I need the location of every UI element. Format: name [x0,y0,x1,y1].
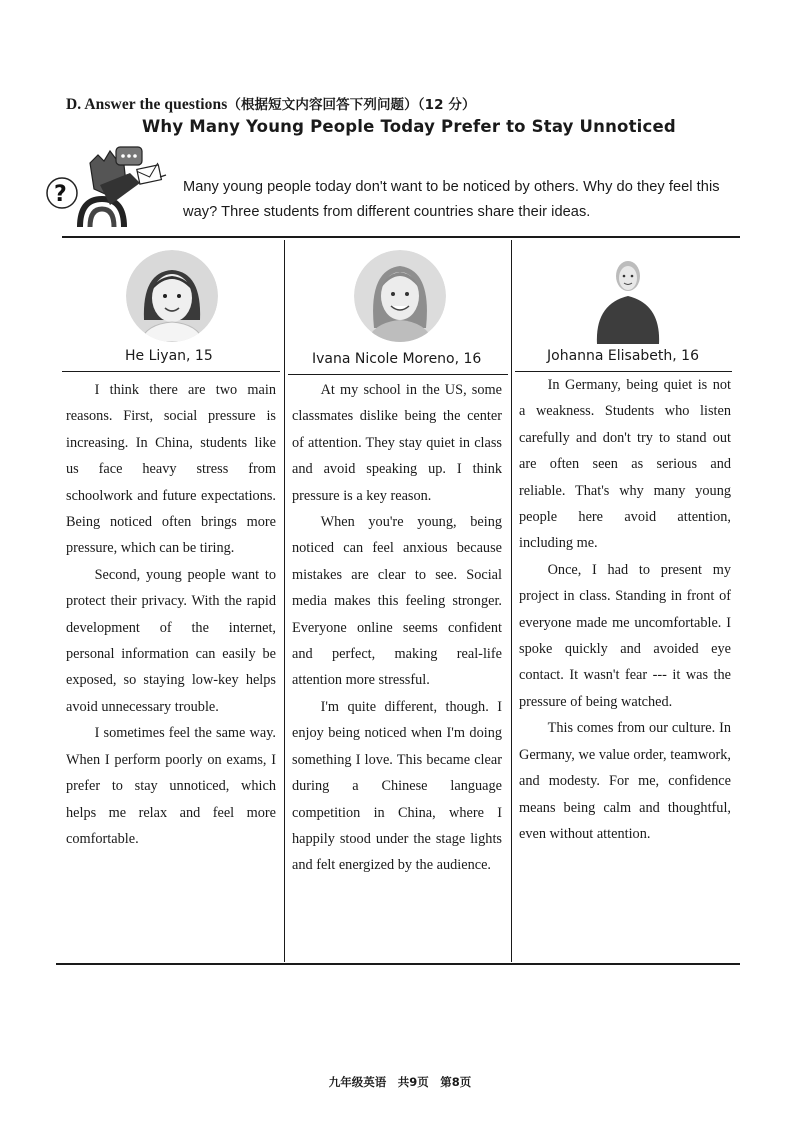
column-divider [511,240,512,962]
page-footer: 九年级英语 共9页 第8页 [328,1075,472,1089]
statement-paragraph: Once, I had to present my project in class. Standing in front of everyone made me uncomfortable. I spoke quickly and avoided eye contact. It wasn't fear --- it was the pressure of being watched. [519,561,731,710]
name-underline [288,374,508,375]
student-portrait-icon [354,250,446,342]
section-heading [66,93,476,114]
article-title: Why Many Young People Today Prefer to Stay Unnoticed [142,117,676,136]
column-divider [284,240,285,962]
statement-paragraph: Second, young people want to protect their privacy. With the rapid development of the internet, personal information can easily be exposed, so staying low-key helps avoid unnecessary trouble. [66,566,276,715]
statement-paragraph: I think there are two main reasons. First, social pressure is increasing. In China, students like us face heavy stress from schoolwork and future expectations. Being noticed often brings more pressure, which can be tiring. [66,382,276,557]
student-statement [66,377,276,852]
student-portrait-icon [126,250,218,342]
section-heading-en: D. Answer the questions [66,96,228,113]
question-hand-illustration-icon [40,143,168,229]
student-name: Ivana Nicole Moreno, 16 [312,351,482,367]
article-intro: Many young people today don't want to be noticed by others. Why do they feel this way? Three students from different countries share their ideas. [183,179,720,220]
student-column-ivana [288,240,508,962]
statement-paragraph: At my school in the US, some classmates dislike being the center of attention. They stay quiet in class and avoid speaking up. I think pressure is a key reason. [292,382,502,504]
statement-paragraph: In Germany, being quiet is not a weakness. Students who listen carefully and don't try to stand out are often seen as serious and reliable. That's why many young people here avoid attention, including me. [519,377,731,552]
statement-paragraph: I sometimes feel the same way. When I perform poorly on exams, I prefer to stay unnoticed, which helps me relax and feel more comfortable. [66,725,276,847]
statement-paragraph: This comes from our culture. In Germany, we value order, teamwork, and modesty. For me, confidence means being calm and thoughtful, even without attention. [519,720,731,842]
student-name: He Liyan, 15 [125,348,213,364]
statement-paragraph: When you're young, being noticed can feel anxious because mistakes are clear to see. Social media makes this feeling stronger. Everyone online seems confident and perfect, making real-life attention more stressful. [292,514,502,689]
name-underline [62,371,280,372]
section-heading-cn: （根据短文内容回答下列问题）（12 分） [227,97,476,113]
svg-text:?: ? [54,182,67,207]
statement-paragraph: I'm quite different, though. I enjoy being noticed when I'm doing something I love. This became clear during a Chinese language competition in China, where I happily stood under the stage lights and felt energized by the audience. [292,698,502,874]
table-top-rule [62,236,740,238]
student-column-johanna [515,240,740,962]
student-portrait-icon [591,254,665,344]
table-bottom-rule [56,963,740,965]
student-name: Johanna Elisabeth, 16 [547,348,699,364]
student-statement [292,377,502,879]
student-statement [519,372,731,847]
student-column-he-liyan [62,240,280,962]
